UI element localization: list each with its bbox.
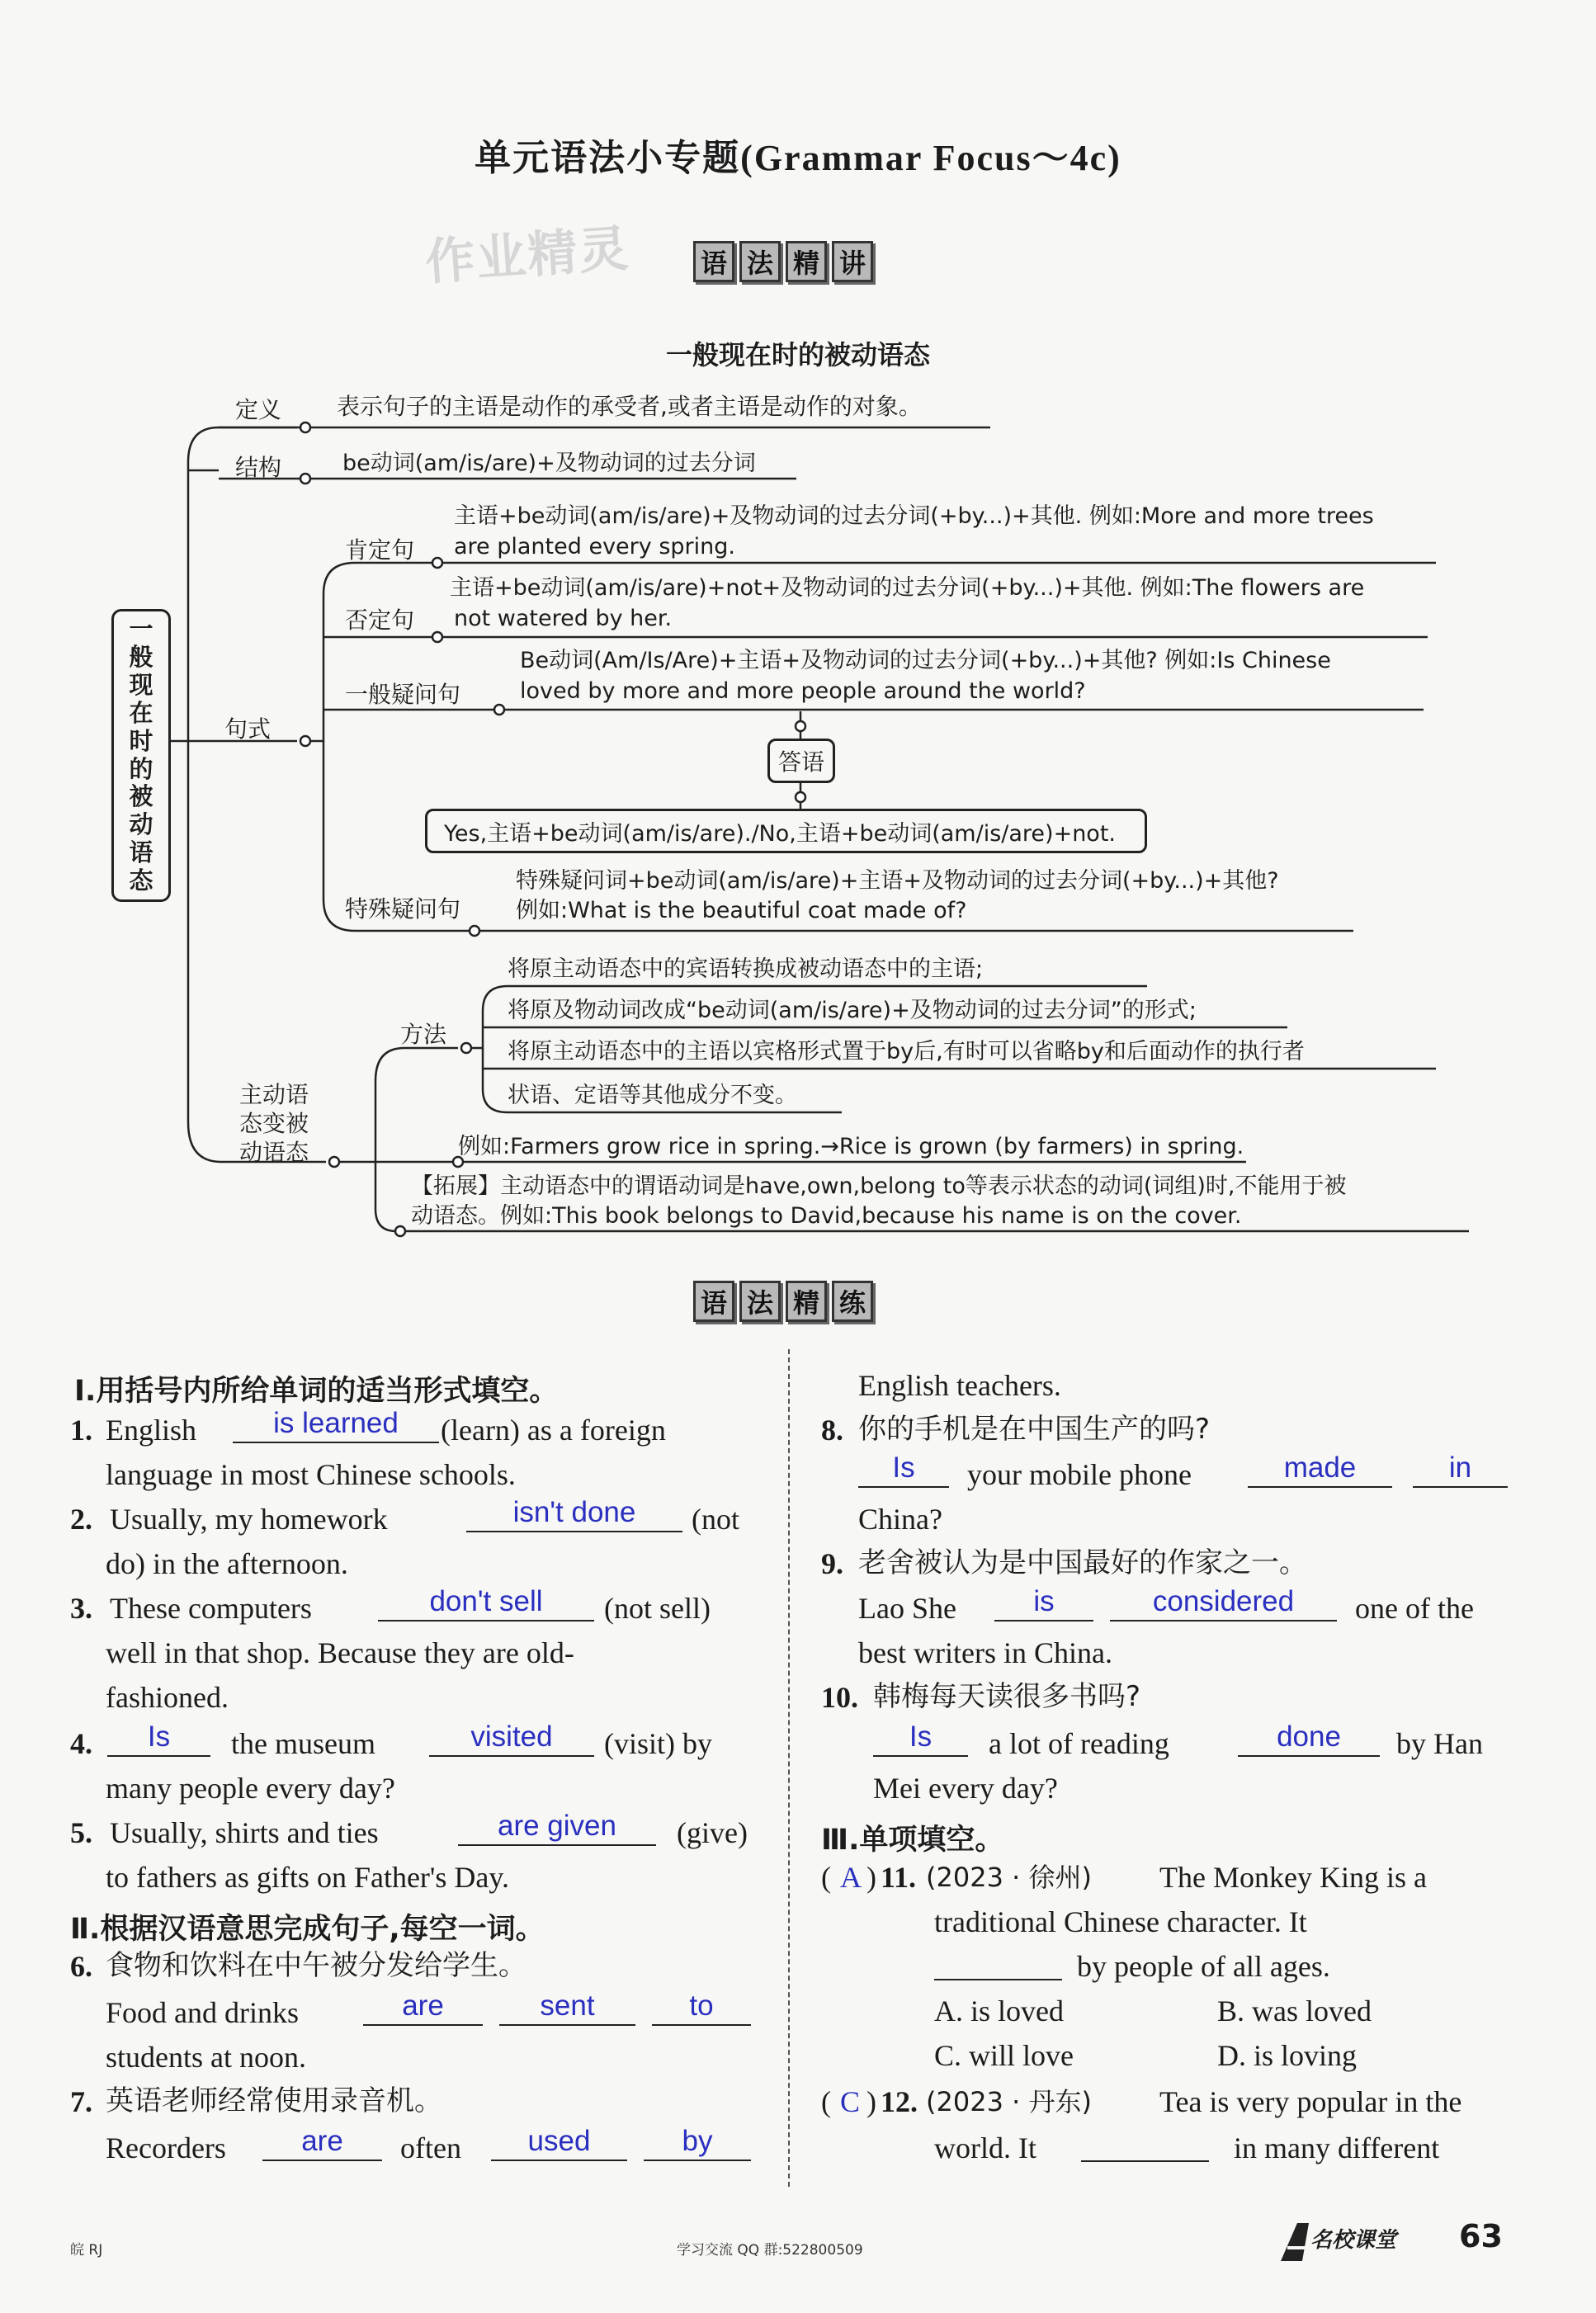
q10-text-c: Mei every day? xyxy=(873,1772,1058,1805)
q1-text-c: language in most Chinese schools. xyxy=(106,1458,516,1491)
badge-char: 讲 xyxy=(832,241,873,282)
q2-text-c: do) in the afternoon. xyxy=(106,1547,348,1580)
special-question-label: 特殊疑问句 xyxy=(345,895,461,923)
q7-answer-3[interactable]: by xyxy=(644,2125,751,2161)
footer-qq-group: 学习交流 QQ 群:522800509 xyxy=(677,2242,863,2259)
q4-answer-2[interactable]: visited xyxy=(429,1721,594,1757)
q10-text-b: by Han xyxy=(1396,1727,1483,1760)
q1-number: 1. xyxy=(70,1414,92,1447)
q2-answer[interactable]: isn't done xyxy=(466,1496,682,1532)
q7-number: 7. xyxy=(70,2085,92,2118)
q8-answer-1[interactable]: Is xyxy=(858,1452,949,1488)
section-2-heading: Ⅱ.根据汉语意思完成句子,每空一词。 xyxy=(70,1913,545,1946)
q8-text-c: China? xyxy=(858,1503,942,1536)
q7-text-c: English teachers. xyxy=(858,1369,1061,1402)
badge-char: 练 xyxy=(832,1281,873,1322)
badge-char: 精 xyxy=(786,1281,827,1322)
negative-label: 否定句 xyxy=(345,607,415,634)
q11-text-c: by people of all ages. xyxy=(1077,1950,1330,1983)
extension-text-2: 动语态。例如:This book belongs to David,because his name is on the cover. xyxy=(411,1203,1242,1229)
conversion-label-1: 主动语 xyxy=(239,1081,309,1108)
negative-text-2: not watered by her. xyxy=(454,606,673,631)
structure-label: 结构 xyxy=(235,454,282,481)
q10-chinese: 韩梅每天读很多书吗? xyxy=(873,1680,1141,1713)
section-3-heading: Ⅲ.单项填空。 xyxy=(821,1824,1004,1857)
page-number: 63 xyxy=(1459,2218,1503,2254)
q8-text-a: your mobile phone xyxy=(967,1458,1192,1491)
q7-text-a: Recorders xyxy=(106,2131,226,2164)
q11-option-b[interactable]: B. was loved xyxy=(1217,1994,1372,2027)
q6-text-c: students at noon. xyxy=(106,2041,306,2074)
q8-answer-3[interactable]: in xyxy=(1413,1452,1508,1488)
q12-text-c: in many different xyxy=(1234,2131,1440,2164)
q6-answer-1[interactable]: are xyxy=(363,1990,483,2026)
q8-chinese: 你的手机是在中国生产的吗? xyxy=(858,1413,1211,1446)
affirmative-text-2: are planted every spring. xyxy=(454,534,735,559)
q9-text-a: Lao She xyxy=(858,1592,956,1625)
q5-text-c: to fathers as gifts on Father's Day. xyxy=(106,1861,510,1894)
q9-number: 9. xyxy=(821,1547,843,1580)
q4-text-b: (visit) by xyxy=(604,1727,712,1760)
q7-answer-1[interactable]: are xyxy=(262,2125,382,2161)
q9-text-c: best writers in China. xyxy=(858,1636,1112,1669)
q11-option-a[interactable]: A. is loved xyxy=(934,1994,1064,2027)
conversion-label-2: 态变被 xyxy=(239,1110,309,1137)
q11-text-b: traditional Chinese character. It xyxy=(934,1905,1307,1938)
q8-number: 8. xyxy=(821,1414,843,1447)
negative-text-1: 主语+be动词(am/is/are)+not+及物动词的过去分词(+by...)+其他. 例如:The flowers are xyxy=(450,575,1365,601)
method-label: 方法 xyxy=(400,1021,447,1048)
sentence-label: 句式 xyxy=(224,715,272,743)
method-item-4: 状语、定语等其他成分不变。 xyxy=(508,1083,797,1108)
method-item-1: 将原主动语态中的宾语转换成被动语态中的主语; xyxy=(508,956,984,982)
q10-answer-2[interactable]: done xyxy=(1238,1721,1380,1757)
q2-text-b: (not xyxy=(692,1503,739,1536)
q10-text-a: a lot of reading xyxy=(989,1727,1169,1760)
brand-logo xyxy=(1277,2218,1400,2264)
q12-number: 12. xyxy=(881,2085,918,2118)
badge-char: 语 xyxy=(693,241,734,282)
q9-answer-1[interactable]: is xyxy=(994,1585,1093,1621)
q9-answer-2[interactable]: considered xyxy=(1110,1585,1337,1621)
q11-option-c[interactable]: C. will love xyxy=(934,2039,1074,2072)
q7-answer-2[interactable]: used xyxy=(491,2125,627,2161)
q11-source: (2023 · 徐州) xyxy=(926,1862,1092,1893)
q5-text-b: (give) xyxy=(677,1816,748,1849)
q11-number: 11. xyxy=(881,1861,917,1894)
special-question-text-1: 特殊疑问词+be动词(am/is/are)+主语+及物动词的过去分词(+by...)+其他? xyxy=(516,868,1279,894)
extension-text-1: 【拓展】主动语态中的谓语动词是have,own,belong to等表示状态的动词(词组)时,不能用于被 xyxy=(411,1173,1347,1199)
q11-blank[interactable] xyxy=(934,1944,1062,1980)
column-divider xyxy=(788,1349,790,2187)
badge-char: 法 xyxy=(739,1281,781,1322)
watermark: 作业精灵 xyxy=(423,219,632,292)
general-question-label: 一般疑问句 xyxy=(345,681,461,708)
q10-number: 10. xyxy=(821,1681,858,1714)
section-1-heading: Ⅰ.用括号内所给单词的适当形式填空。 xyxy=(74,1375,559,1408)
brand-name: 名校课堂 xyxy=(1310,2228,1397,2253)
answer-label: 答语 xyxy=(767,739,835,783)
q3-text-d: fashioned. xyxy=(106,1681,229,1714)
q11-bracket: ( xyxy=(821,1861,831,1894)
q1-text-a: English xyxy=(106,1414,197,1447)
q11-option-d[interactable]: D. is loving xyxy=(1217,2039,1358,2072)
q6-text-a: Food and drinks xyxy=(106,1996,299,2029)
q6-answer-3[interactable]: to xyxy=(652,1990,751,2026)
q12-text-a: Tea is very popular in the xyxy=(1159,2085,1462,2118)
structure-text: be动词(am/is/are)+及物动词的过去分词 xyxy=(342,451,756,476)
q2-number: 2. xyxy=(70,1503,92,1536)
page-title: 单元语法小专题(Grammar Focus～4c) xyxy=(475,137,1121,179)
q3-answer[interactable]: don't sell xyxy=(378,1585,594,1621)
footer-edition: 皖 RJ xyxy=(70,2242,103,2259)
badge-char: 语 xyxy=(693,1281,734,1322)
q6-number: 6. xyxy=(70,1950,92,1983)
q7-text-b: often xyxy=(400,2131,461,2164)
q7-chinese: 英语老师经常使用录音机。 xyxy=(106,2084,442,2117)
diagram-title: 一般现在时的被动语态 xyxy=(665,339,930,371)
q2-text-a: Usually, my homework xyxy=(110,1503,388,1536)
q12-source: (2023 · 丹东) xyxy=(926,2086,1092,2117)
q11-text-a: The Monkey King is a xyxy=(1159,1861,1427,1894)
q9-text-b: one of the xyxy=(1355,1592,1474,1625)
q11-choice[interactable]: A xyxy=(840,1861,862,1894)
q1-text-b: (learn) as a foreign xyxy=(441,1414,666,1447)
q3-text-c: well in that shop. Because they are old- xyxy=(106,1636,574,1669)
q8-answer-2[interactable]: made xyxy=(1248,1452,1392,1488)
special-question-text-2: 例如:What is the beautiful coat made of? xyxy=(516,898,967,923)
q3-text-a: These computers xyxy=(110,1592,312,1625)
q4-text-c: many people every day? xyxy=(106,1772,395,1805)
general-question-text-2: loved by more and more people around the world? xyxy=(520,678,1086,704)
q5-number: 5. xyxy=(70,1816,92,1849)
q9-chinese: 老舍被认为是中国最好的作家之一。 xyxy=(858,1546,1307,1579)
q12-blank[interactable] xyxy=(1081,2126,1209,2162)
q12-choice[interactable]: C xyxy=(840,2085,861,2118)
q5-text-a: Usually, shirts and ties xyxy=(110,1816,379,1849)
q6-answer-2[interactable]: sent xyxy=(499,1990,635,2026)
conversion-example: 例如:Farmers grow rice in spring.→Rice is grown (by farmers) in spring. xyxy=(458,1134,1244,1159)
q4-answer-1[interactable]: Is xyxy=(107,1721,210,1757)
q3-number: 3. xyxy=(70,1592,92,1625)
method-item-2: 将原及物动词改成“be动词(am/is/are)+及物动词的过去分词”的形式; xyxy=(508,998,1197,1023)
badge-char: 法 xyxy=(739,241,781,282)
answer-text: Yes,主语+be动词(am/is/are)./No,主语+be动词(am/is/are)+not. xyxy=(425,809,1147,853)
q11-bracket-close: ) xyxy=(866,1861,876,1894)
affirmative-label: 肯定句 xyxy=(345,536,415,564)
q12-text-b: world. It xyxy=(934,2131,1036,2164)
q3-text-b: (not sell) xyxy=(604,1592,711,1625)
affirmative-text-1: 主语+be动词(am/is/are)+及物动词的过去分词(+by...)+其他. 例如:More and more trees xyxy=(454,503,1374,529)
mind-map-root: 一 般 现 在 时 的 被 动 语 态 xyxy=(111,609,171,902)
q1-answer[interactable]: is learned xyxy=(233,1407,439,1443)
q6-chinese: 食物和饮料在中午被分发给学生。 xyxy=(106,1949,526,1982)
method-item-3: 将原主动语态中的主语以宾格形式置于by后,有时可以省略by和后面动作的执行者 xyxy=(508,1039,1305,1064)
general-question-text-1: Be动词(Am/Is/Are)+主语+及物动词的过去分词(+by...)+其他? 例如:Is Chinese xyxy=(520,648,1331,673)
q4-text-a: the museum xyxy=(231,1727,375,1760)
q12-bracket: ( xyxy=(821,2085,831,2118)
q4-number: 4. xyxy=(70,1727,92,1760)
conversion-label-3: 动语态 xyxy=(239,1139,309,1166)
q12-bracket-close: ) xyxy=(866,2085,876,2118)
definition-label: 定义 xyxy=(235,396,282,423)
section-badge-practice xyxy=(693,1281,873,1322)
badge-char: 精 xyxy=(786,241,827,282)
q5-answer[interactable]: are given xyxy=(458,1810,656,1846)
definition-text: 表示句子的主语是动作的承受者,或者主语是动作的对象。 xyxy=(337,393,922,420)
q10-answer-1[interactable]: Is xyxy=(873,1721,968,1757)
